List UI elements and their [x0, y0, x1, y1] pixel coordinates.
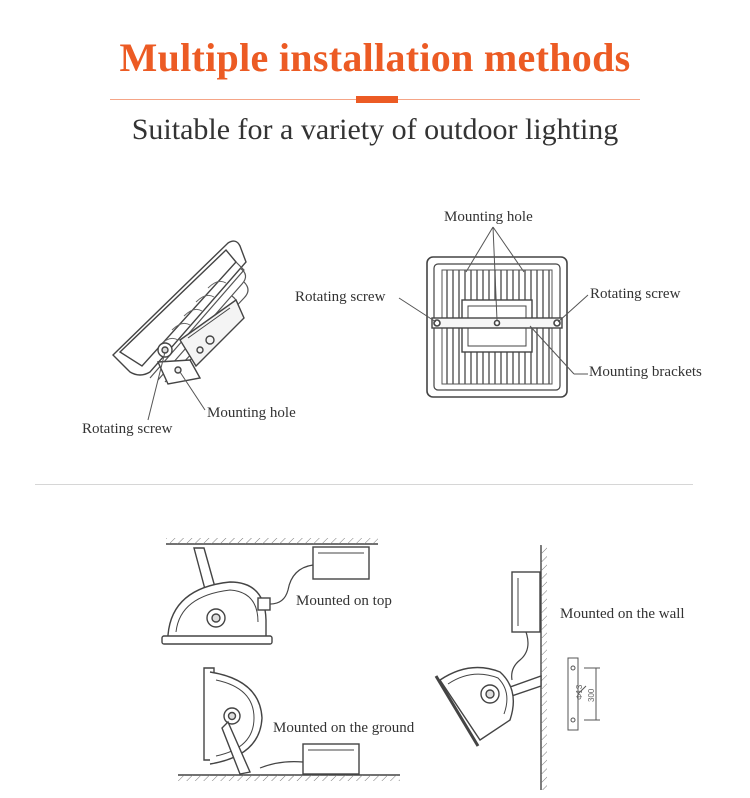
back-mounting-brackets-label: Mounting brackets: [589, 364, 702, 380]
mounted-on-wall-label: Mounted on the wall: [560, 606, 685, 622]
back-view-floodlight: [427, 257, 567, 397]
back-rotating-screw-left-label: Rotating screw: [295, 289, 386, 305]
page-subtitle: Suitable for a variety of outdoor lighting: [131, 113, 619, 146]
back-mounting-hole-label: Mounting hole: [444, 209, 533, 225]
section-divider: [35, 484, 693, 485]
side-view-floodlight: [113, 241, 248, 384]
side-mounting-hole-label: Mounting hole: [207, 405, 296, 421]
mounted-on-ground-label: Mounted on the ground: [273, 720, 415, 736]
side-rotating-screw-label: Rotating screw: [82, 421, 173, 437]
wall-mount-illustration: [436, 545, 547, 790]
mounted-on-top-label: Mounted on top: [296, 593, 392, 609]
wall-template-dim-b: 300: [587, 688, 596, 702]
back-rotating-screw-right-label: Rotating screw: [590, 286, 681, 302]
page-title: Multiple installation methods: [119, 35, 631, 80]
top-mount-illustration: [162, 538, 378, 644]
wall-template-dim-a: Φ13: [575, 684, 584, 700]
